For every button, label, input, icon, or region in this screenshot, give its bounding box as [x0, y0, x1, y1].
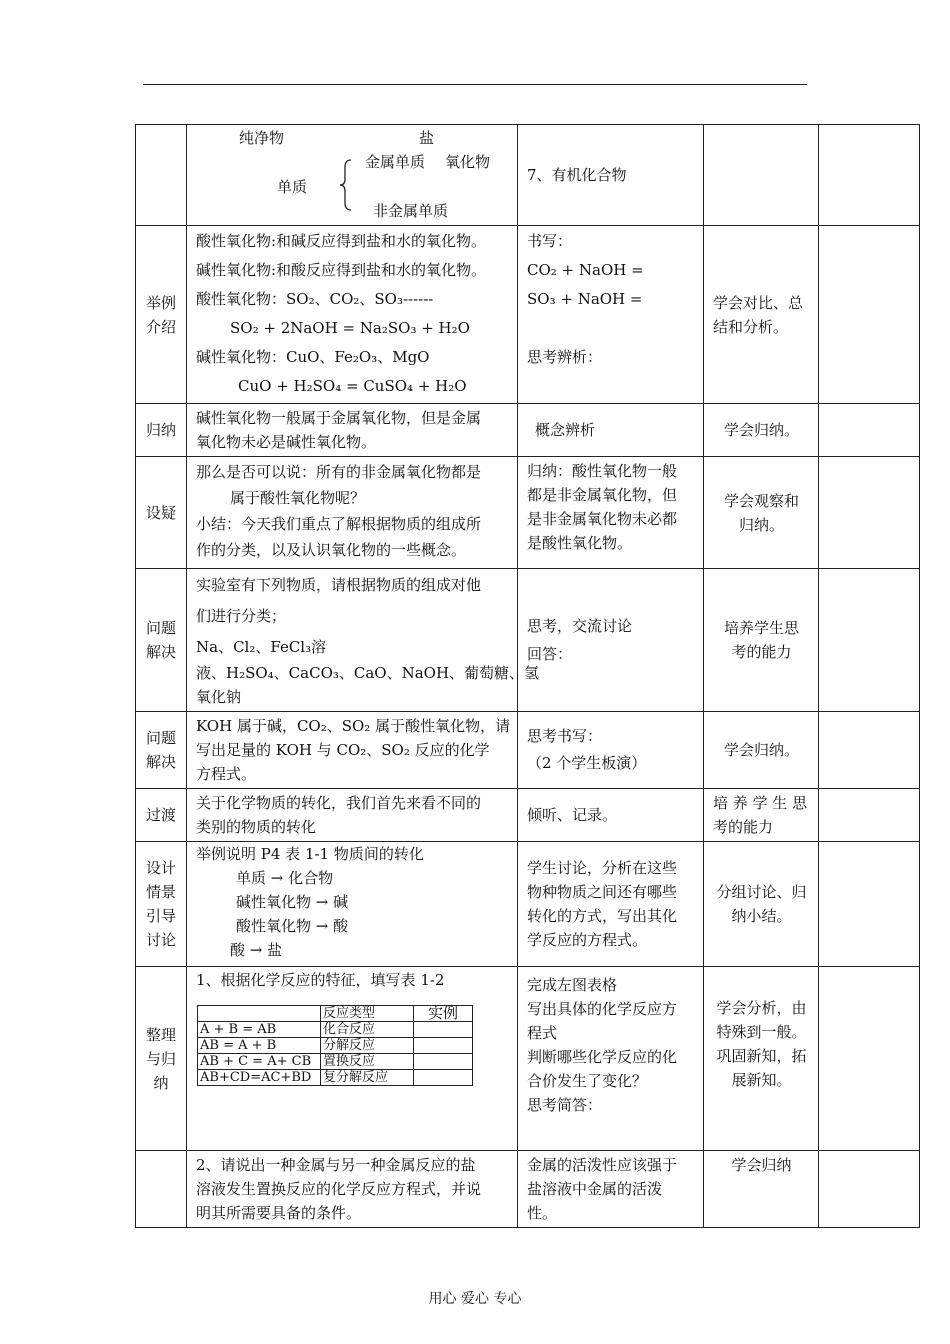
- table-row: [136, 125, 920, 226]
- row-label: 过渡: [145, 806, 176, 824]
- text-line: 分组讨论、归: [716, 883, 807, 901]
- text-line: 酸 → 盐: [230, 941, 283, 959]
- text-line: 学会观察和: [723, 491, 799, 510]
- table-cell: [198, 1006, 321, 1022]
- table-cell: 复分解反应: [321, 1070, 414, 1086]
- tree-node: 纯净物: [239, 129, 285, 147]
- table-cell: A + B = AB: [198, 1022, 321, 1038]
- text-line: 属于酸性氧化物呢？: [230, 489, 366, 507]
- row-label: 归纳: [145, 421, 176, 439]
- text-line: 碱性氧化物 → 碱: [236, 893, 349, 911]
- text-line: 特殊到一般。: [716, 1022, 807, 1041]
- text-line: 书写：: [527, 232, 573, 250]
- table-cell: AB + C = A+ CB: [198, 1054, 321, 1070]
- table-cell: AB+CD=AC+BD: [198, 1070, 321, 1086]
- text-line: 方程式。: [196, 765, 257, 783]
- table-row: [136, 1151, 920, 1228]
- text-line: 酸性氧化物：SO₂、CO₂、SO₃------: [196, 290, 434, 308]
- row-label: 问题: [145, 729, 176, 747]
- table-cell: 化合反应: [321, 1022, 414, 1038]
- cell-text: 学会归纳。: [723, 421, 799, 439]
- table-row: [198, 1022, 473, 1038]
- text-line: 溶液发生置换反应的化学反应方程式，并说: [196, 1180, 482, 1198]
- table-row: [198, 1038, 473, 1054]
- text-line: 氧化钠: [196, 688, 242, 706]
- row-label: 引导: [145, 907, 176, 925]
- text-line: 思考简答：: [527, 1096, 603, 1114]
- equation-line: CO₂ + NaOH =: [527, 261, 644, 279]
- text-line: 金属的活泼性应该强于: [527, 1156, 678, 1174]
- row-label: 设计: [145, 859, 176, 877]
- table-row: [198, 1070, 473, 1086]
- text-line: 氧化物未必是碱性氧化物。: [196, 433, 377, 451]
- tree-node: 氧化物: [445, 153, 491, 171]
- text-line: 碱性氧化物一般属于金属氧化物，但是金属: [196, 409, 482, 427]
- text-line: 液、H₂SO₄、CaCO₃、CaO、NaOH、葡萄糖、氢: [196, 664, 540, 682]
- table-cell: 反应类型: [321, 1006, 414, 1022]
- row-label: 纳: [153, 1073, 169, 1092]
- text-line: 碱性氧化物:和酸反应得到盐和水的氧化物。: [196, 261, 487, 279]
- equation-line: SO₂ + 2NaOH = Na₂SO₃ + H₂O: [230, 319, 470, 337]
- text-line: 写出具体的化学反应方: [527, 1000, 678, 1018]
- text-line: 性。: [527, 1204, 558, 1222]
- text-line: 举例说明 P4 表 1-1 物质间的转化: [196, 845, 424, 863]
- text-line: 回答：: [527, 645, 573, 663]
- table-row: [198, 1054, 473, 1070]
- text-line: 单质 → 化合物: [236, 869, 334, 887]
- text-line: 碱性氧化物：CuO、Fe₂O₃、MgO: [196, 348, 430, 366]
- text-line: 学会对比、总: [713, 293, 804, 312]
- text-line: 归纳：酸性氧化物一般: [527, 462, 678, 480]
- cell-text: 7、有机化合物: [527, 166, 627, 184]
- text-line: 实验室有下列物质，请根据物质的组成对他: [196, 576, 482, 594]
- table-row: [198, 1006, 473, 1022]
- table-row: [136, 789, 920, 842]
- text-line: 作的分类，以及认识氧化物的一些概念。: [196, 541, 467, 559]
- text-line: KOH 属于碱，CO₂、SO₂ 属于酸性氧化物，请: [196, 717, 511, 735]
- text-line: 巩固新知，拓: [716, 1046, 807, 1065]
- text-line: （2 个学生板演）: [527, 754, 647, 772]
- text-line: 酸性氧化物:和碱反应得到盐和水的氧化物。: [196, 232, 487, 250]
- text-line: 写出足量的 KOH 与 CO₂、SO₂ 反应的化学: [196, 741, 490, 759]
- table-row: [136, 842, 920, 967]
- text-line: 类别的物质的转化: [196, 818, 317, 836]
- text-line: 考的能力: [731, 643, 792, 661]
- text-line: 完成左图表格: [527, 976, 618, 994]
- equation-line: CuO + H₂SO₄ = CuSO₄ + H₂O: [238, 377, 467, 395]
- text-line: 考的能力: [713, 818, 774, 836]
- row-label: 介绍: [145, 317, 176, 336]
- tree-node: 单质: [277, 178, 308, 196]
- text-line: 学会分析，由: [716, 998, 807, 1017]
- text-line: 归纳。: [738, 515, 784, 534]
- row-label: 设疑: [145, 503, 176, 522]
- equation-line: SO₃ + NaOH =: [527, 290, 643, 308]
- tree-node: 非金属单质: [373, 202, 449, 220]
- text-line: 程式: [527, 1024, 558, 1042]
- table-row: [136, 967, 920, 1151]
- text-line: 盐溶液中金属的活泼: [527, 1180, 663, 1198]
- text-line: Na、Cl₂、FeCl₃溶: [196, 638, 327, 656]
- table-row: [136, 569, 920, 712]
- text-line: 2、请说出一种金属与另一种金属反应的盐: [196, 1156, 476, 1174]
- text-line: 纳小结。: [731, 907, 792, 925]
- table-cell: 实例: [414, 1006, 473, 1022]
- tree-node: 金属单质: [365, 153, 426, 171]
- row-label: 举例: [145, 293, 176, 312]
- text-line: 是非金属氧化物未必都: [527, 510, 678, 528]
- cell-text: 概念辨析: [535, 421, 596, 439]
- row-label: 问题: [145, 619, 176, 637]
- row-label: 整理: [145, 1025, 176, 1044]
- table-cell: [414, 1054, 473, 1070]
- text-line: 关于化学物质的转化，我们首先来看不同的: [196, 794, 482, 812]
- table-cell: [414, 1022, 473, 1038]
- text-line: 酸性氧化物 → 酸: [236, 917, 349, 935]
- text-line: 培养学生思: [723, 619, 799, 637]
- table-cell: [414, 1070, 473, 1086]
- text-line: 结和分析。: [713, 317, 789, 336]
- table-row: [136, 404, 920, 457]
- cell-text: 学会归纳。: [723, 741, 799, 759]
- text-line: 学生讨论，分析在这些: [527, 859, 678, 877]
- reaction-type-table: [197, 1005, 473, 1086]
- row-label: 与归: [145, 1049, 176, 1068]
- text-line: 转化的方式，写出其化: [527, 907, 678, 925]
- text-line: 明其所需要具备的条件。: [196, 1204, 362, 1222]
- classification-tree: [187, 125, 517, 221]
- row-label: 解决: [145, 643, 176, 661]
- text-line: 们进行分类；: [196, 607, 287, 625]
- text-line: 合价发生了变化？: [527, 1072, 648, 1090]
- table-row: [136, 457, 920, 569]
- cell-text: 学会归纳: [731, 1156, 792, 1174]
- text-line: 学反应的方程式。: [527, 931, 648, 949]
- tree-node: 盐: [419, 129, 435, 147]
- lesson-plan-table: [135, 124, 920, 1228]
- text-line: 思考，交流讨论: [527, 617, 633, 635]
- table-cell: [414, 1038, 473, 1054]
- table-cell: 置换反应: [321, 1054, 414, 1070]
- text-line: 思考书写：: [527, 727, 603, 745]
- text-line: 那么是否可以说：所有的非金属氧化物都是: [196, 463, 482, 481]
- cell-text: 倾听、记录。: [527, 806, 618, 824]
- row-label: 解决: [145, 753, 176, 771]
- text-line: 物种物质之间还有哪些: [527, 883, 678, 901]
- text-line: 小结：今天我们重点了解根据物质的组成所: [196, 515, 482, 533]
- row-label: 讨论: [145, 931, 176, 949]
- text-line: 判断哪些化学反应的化: [527, 1048, 678, 1066]
- table-row: [136, 226, 920, 404]
- text-line: 是酸性氧化物。: [527, 534, 633, 552]
- table-cell: 分解反应: [321, 1038, 414, 1054]
- brace-icon: [339, 159, 353, 211]
- text-line: 思考辨析：: [527, 348, 603, 366]
- text-line: 培 养 学 生 思: [713, 794, 808, 812]
- text-line: 展新知。: [731, 1070, 792, 1089]
- table-row: [136, 712, 920, 789]
- text-line: 都是非金属氧化物，但: [527, 486, 678, 504]
- row-label: 情景: [145, 883, 176, 901]
- text-line: 1、根据化学反应的特征，填写表 1-2: [196, 971, 445, 989]
- table-cell: AB = A + B: [198, 1038, 321, 1054]
- header-rule: [143, 84, 807, 85]
- page-footer: 用心 爱心 专心: [428, 1291, 522, 1307]
